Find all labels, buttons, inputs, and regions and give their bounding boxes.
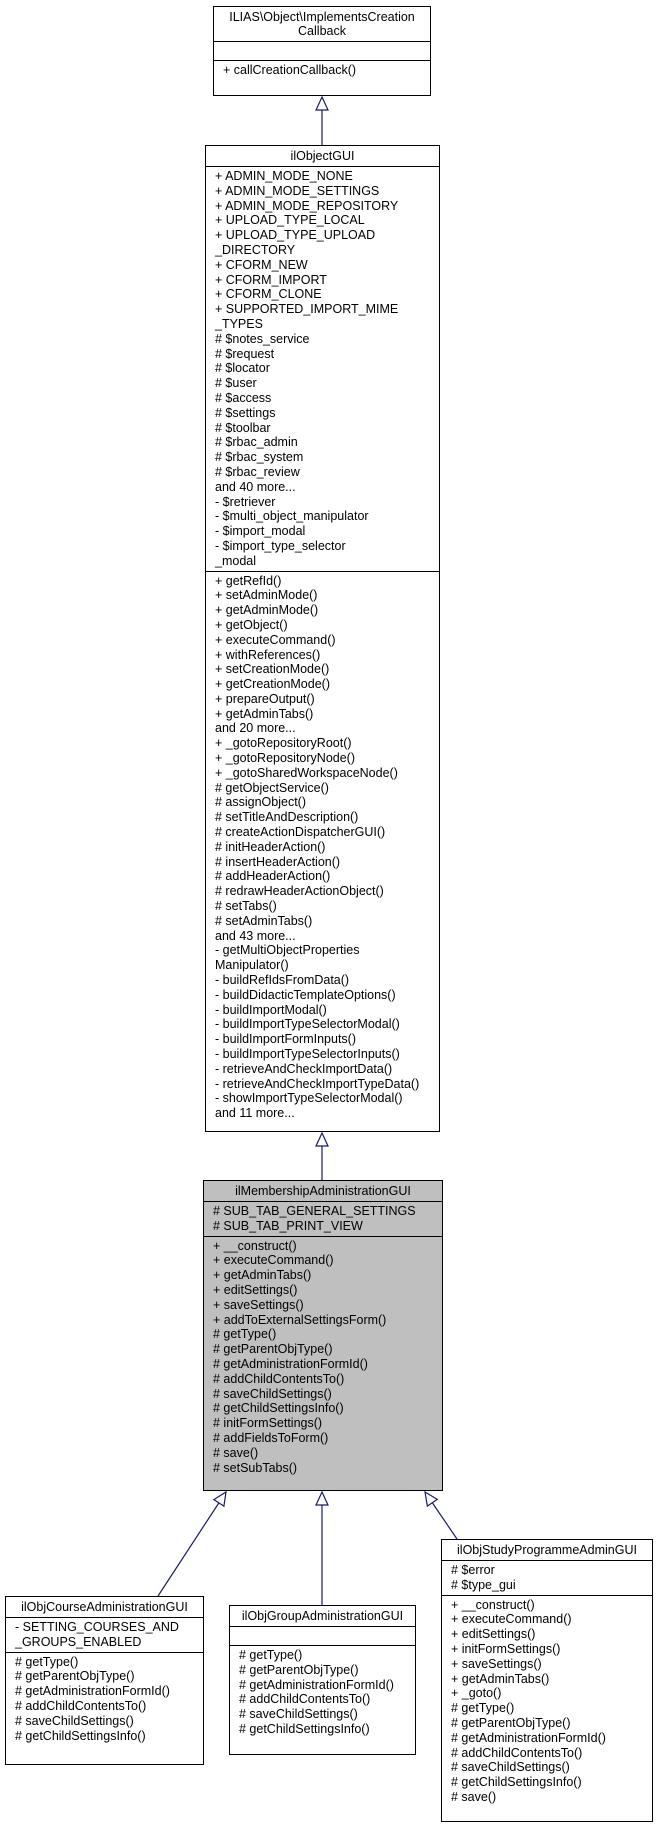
method: # getChildSettingsInfo() xyxy=(239,1721,370,1736)
method: # getParentObjType() xyxy=(213,1342,333,1357)
attribute: + CFORM_NEW xyxy=(215,257,308,272)
method: # getAdministrationFormId() xyxy=(239,1677,394,1692)
method: - buildImportTypeSelectorInputs() xyxy=(215,1047,400,1062)
class-creation-callback xyxy=(213,6,431,96)
method: # saveChildSettings() xyxy=(213,1386,332,1401)
class-ilobjcourseadministrationgui xyxy=(5,1596,204,1765)
attribute: _TYPES xyxy=(215,316,263,331)
method: # getChildSettingsInfo() xyxy=(213,1401,344,1416)
attribute: - $import_type_selector xyxy=(215,538,346,553)
method: + executeCommand() xyxy=(215,632,336,647)
method: # initHeaderAction() xyxy=(215,839,326,854)
attribute: + ADMIN_MODE_REPOSITORY xyxy=(215,198,399,213)
attribute: - $multi_object_manipulator xyxy=(215,509,369,524)
attributes-section xyxy=(206,167,439,572)
method: + _gotoSharedWorkspaceNode() xyxy=(215,765,398,780)
method: # setTitleAndDescription() xyxy=(215,810,359,825)
attribute: + ADMIN_MODE_NONE xyxy=(215,169,353,183)
attributes-section xyxy=(230,1627,415,1646)
method: - retrieveAndCheckImportTypeData() xyxy=(215,1076,420,1091)
method: + editSettings() xyxy=(451,1627,536,1642)
attribute: # $request xyxy=(215,346,275,361)
method: # redrawHeaderActionObject() xyxy=(215,884,384,899)
method: + getAdminTabs() xyxy=(213,1268,312,1283)
methods-section xyxy=(442,1596,652,1807)
method: # assignObject() xyxy=(215,795,307,810)
attribute: _modal xyxy=(215,553,256,568)
method: + getObject() xyxy=(215,617,288,632)
method: # getChildSettingsInfo() xyxy=(451,1775,582,1790)
attribute: # $type_gui xyxy=(451,1577,516,1592)
method: + getAdminTabs() xyxy=(215,706,314,721)
method: + __construct() xyxy=(213,1238,297,1253)
method: + getAdminMode() xyxy=(215,603,319,618)
method: and 43 more... xyxy=(215,928,296,943)
method: # addFieldsToForm() xyxy=(213,1430,329,1445)
method: # addChildContentsTo() xyxy=(239,1692,371,1707)
class-title xyxy=(6,1597,203,1618)
method: + __construct() xyxy=(451,1597,535,1612)
method: - buildImportModal() xyxy=(215,1002,327,1017)
method: + getRefId() xyxy=(215,573,282,588)
class-title-line: ilMembershipAdministrationGUI xyxy=(235,1184,411,1198)
attributes-section xyxy=(442,1561,652,1596)
class-title xyxy=(230,1606,415,1627)
edge-course-to-membership xyxy=(158,1492,226,1596)
methods-section xyxy=(214,61,430,80)
attribute: # SUB_TAB_GENERAL_SETTINGS xyxy=(213,1204,416,1218)
attribute: # $rbac_system xyxy=(215,450,304,465)
method: # addChildContentsTo() xyxy=(213,1371,345,1386)
class-title xyxy=(204,1181,442,1202)
class-ilobjectgui xyxy=(205,145,440,1132)
method: # getType() xyxy=(239,1648,303,1662)
method: - showImportTypeSelectorModal() xyxy=(215,1091,403,1106)
method: + callCreationCallback() xyxy=(223,63,357,77)
attribute: + SUPPORTED_IMPORT_MIME xyxy=(215,302,399,317)
attributes-section xyxy=(214,42,430,61)
method: # save() xyxy=(451,1789,497,1804)
attribute: and 40 more... xyxy=(215,479,296,494)
attributes-section xyxy=(6,1618,203,1653)
attribute: # $settings xyxy=(215,405,276,420)
method: # addChildContentsTo() xyxy=(451,1745,583,1760)
class-title-line: ilObjectGUI xyxy=(290,149,355,163)
edge-objectgui-to-callback xyxy=(316,97,328,145)
method: # save() xyxy=(213,1445,259,1460)
method: # saveChildSettings() xyxy=(451,1760,570,1775)
method: - buildImportFormInputs() xyxy=(215,1032,357,1047)
method: and 20 more... xyxy=(215,721,296,736)
attribute: # $notes_service xyxy=(215,331,310,346)
attribute: # $toolbar xyxy=(215,420,271,435)
method: + _gotoRepositoryNode() xyxy=(215,751,356,766)
attribute: + UPLOAD_TYPE_UPLOAD xyxy=(215,228,376,243)
method: # getParentObjType() xyxy=(451,1715,571,1730)
method: - getMultiObjectProperties xyxy=(215,943,360,958)
attribute: + ADMIN_MODE_SETTINGS xyxy=(215,183,380,198)
method: # saveChildSettings() xyxy=(15,1713,134,1728)
class-ilobjgroupadministrationgui xyxy=(229,1605,416,1755)
method: + setCreationMode() xyxy=(215,662,330,677)
class-title xyxy=(442,1540,652,1561)
method: # getParentObjType() xyxy=(15,1669,135,1684)
attribute: # $user xyxy=(215,376,257,391)
method: - buildDidacticTemplateOptions() xyxy=(215,987,396,1002)
method: # getType() xyxy=(213,1327,277,1342)
method: # getType() xyxy=(451,1701,515,1716)
method: # getAdministrationFormId() xyxy=(451,1730,606,1745)
method: + withReferences() xyxy=(215,647,321,662)
method: - buildRefIdsFromData() xyxy=(215,973,350,988)
class-title-line: Callback xyxy=(298,24,346,38)
class-title-line: ilObjGroupAdministrationGUI xyxy=(241,1609,404,1623)
methods-section xyxy=(6,1653,203,1746)
method: Manipulator() xyxy=(215,958,289,973)
class-ilobjstudyprogrammeadmingui xyxy=(441,1539,653,1822)
attribute: + CFORM_CLONE xyxy=(215,287,322,302)
method: # initFormSettings() xyxy=(213,1416,323,1431)
method: # getObjectService() xyxy=(215,780,329,795)
methods-section xyxy=(204,1237,442,1478)
attribute: # $rbac_review xyxy=(215,464,300,479)
methods-section xyxy=(206,572,439,1123)
method: # getChildSettingsInfo() xyxy=(15,1728,146,1743)
method: + getCreationMode() xyxy=(215,677,330,692)
class-title-line: ilObjStudyProgrammeAdminGUI xyxy=(457,1543,637,1557)
method: + addToExternalSettingsForm() xyxy=(213,1312,387,1327)
attribute: # $error xyxy=(451,1563,495,1577)
attribute: - $import_modal xyxy=(215,524,306,539)
method: # addHeaderAction() xyxy=(215,869,331,884)
edge-group-to-membership xyxy=(316,1492,328,1605)
method: # setSubTabs() xyxy=(213,1460,298,1475)
method: + saveSettings() xyxy=(213,1297,304,1312)
attributes-section xyxy=(204,1202,442,1237)
method: # setTabs() xyxy=(215,899,277,914)
class-title xyxy=(206,146,439,167)
attribute: _DIRECTORY xyxy=(215,242,296,257)
method: # saveChildSettings() xyxy=(239,1707,358,1722)
class-title-line: ILIAS\Object\ImplementsCreation xyxy=(229,10,415,24)
method: + _goto() xyxy=(451,1686,502,1701)
attribute: + CFORM_IMPORT xyxy=(215,272,327,287)
method: # getParentObjType() xyxy=(239,1662,359,1677)
method: + setAdminMode() xyxy=(215,588,318,603)
method: # insertHeaderAction() xyxy=(215,854,341,869)
method: + saveSettings() xyxy=(451,1656,542,1671)
attribute: - SETTING_COURSES_AND xyxy=(15,1620,179,1634)
attribute: # $rbac_admin xyxy=(215,435,298,450)
method: # createActionDispatcherGUI() xyxy=(215,825,386,840)
methods-section xyxy=(230,1646,415,1739)
method: + executeCommand() xyxy=(451,1612,572,1627)
method: + initFormSettings() xyxy=(451,1641,561,1656)
method: # getType() xyxy=(15,1654,79,1669)
attribute: # $locator xyxy=(215,361,270,376)
method: + executeCommand() xyxy=(213,1253,334,1268)
attribute: # SUB_TAB_PRINT_VIEW xyxy=(213,1218,363,1233)
attribute: - $retriever xyxy=(215,494,276,509)
method: # getAdministrationFormId() xyxy=(15,1684,170,1699)
method: + prepareOutput() xyxy=(215,691,315,706)
method: # addChildContentsTo() xyxy=(15,1698,147,1713)
attribute: + UPLOAD_TYPE_LOCAL xyxy=(215,213,365,228)
class-title xyxy=(214,7,430,42)
method: + editSettings() xyxy=(213,1282,298,1297)
method: # getAdministrationFormId() xyxy=(213,1356,368,1371)
edge-studyprog-to-membership xyxy=(425,1492,457,1539)
attribute: # $access xyxy=(215,390,272,405)
method: and 11 more... xyxy=(215,1106,295,1121)
method: # setAdminTabs() xyxy=(215,913,313,928)
class-title-line: ilObjCourseAdministrationGUI xyxy=(21,1600,188,1614)
attribute: _GROUPS_ENABLED xyxy=(15,1634,142,1649)
method: - buildImportTypeSelectorModal() xyxy=(215,1017,400,1032)
method: + _gotoRepositoryRoot() xyxy=(215,736,352,751)
method: + getAdminTabs() xyxy=(451,1671,550,1686)
class-ilmembershipadministrationgui xyxy=(203,1180,443,1491)
method: - retrieveAndCheckImportData() xyxy=(215,1061,393,1076)
edge-membership-to-objectgui xyxy=(316,1133,328,1180)
